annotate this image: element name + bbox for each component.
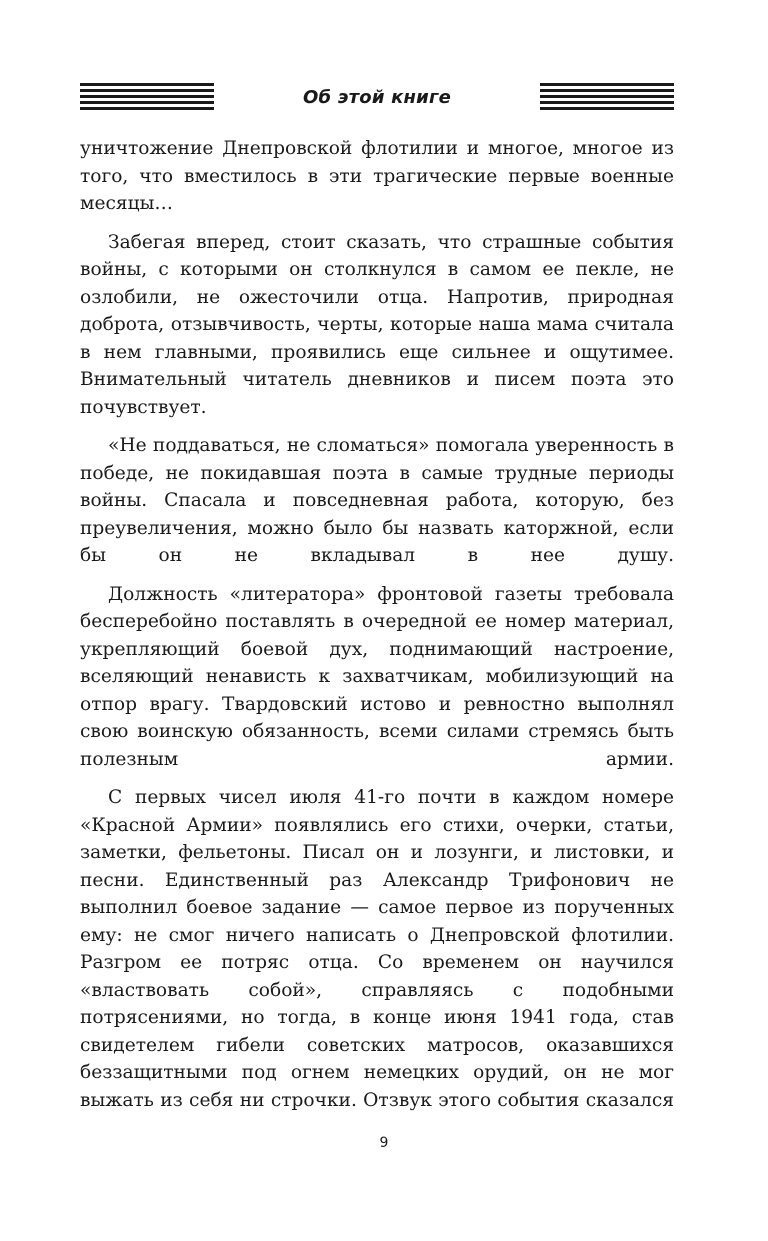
- running-title: Об этой книге: [303, 86, 451, 108]
- paragraph-5: С первых чисел июля 41-го почти в каждом номере «Красной Армии» появлялись его стихи, очерки, статьи, заметки, фельетоны. Писал он и лозунги, и листовки, и песни. Единственный раз Александр Трифонович не выполнил боевое задание — самое первое из порученных ему: не смог ничего написать о Днепровской флотилии. Разгром ее потряс отца. Со временем он научился «властвовать собой», справляясь с подобными потрясениями, но тогда, в конце июня 1941 года, став свидетелем гибели советских матросов, оказавшихся беззащитными под огнем немецких орудий, он не мог выжать из себя ни строчки. Отзвук этого события сказался: [80, 787, 674, 1111]
- running-header: [80, 82, 674, 112]
- header-stripes-left: [80, 83, 214, 111]
- body-text: [80, 135, 674, 1114]
- header-stripes-right: [540, 83, 674, 111]
- paragraph-3: «Не поддаваться, не сломаться» помогала уверенность в победе, не покидавшая поэта в самые трудные периоды войны. Спасала и повседневная работа, которую, без преувеличения, можно было бы назвать каторжной, если бы он не вкладывал в нее душу.: [80, 435, 674, 566]
- paragraph-4: Должность «литератора» фронтовой газеты требовала бесперебойно поставлять в очередной ее номер материал, укрепляющий боевой дух, поднимающий настроение, вселяющий ненависть к захватчикам, мобилизующий на отпор врагу. Твардовский истово и ревностно выполнял свою воинскую обязанность, всеми силами стремясь быть полезным армии.: [80, 583, 674, 770]
- paragraph-2: Забегая вперед, стоит сказать, что страшные события войны, с которыми он столкнулся в самом ее пекле, не озлобили, не ожесточили отца. Напротив, природная доброта, отзывчивость, черты, которые наша мама считала в нем главными, проявились еще сильнее и ощутимее. Внимательный читатель дневников и писем поэта это почувствует.: [80, 231, 674, 418]
- page-number: 9: [379, 1135, 389, 1151]
- paragraph-1: уничтожение Днепровской флотилии и многое, многое из того, что вместилось в эти трагические первые военные месяцы…: [80, 138, 674, 214]
